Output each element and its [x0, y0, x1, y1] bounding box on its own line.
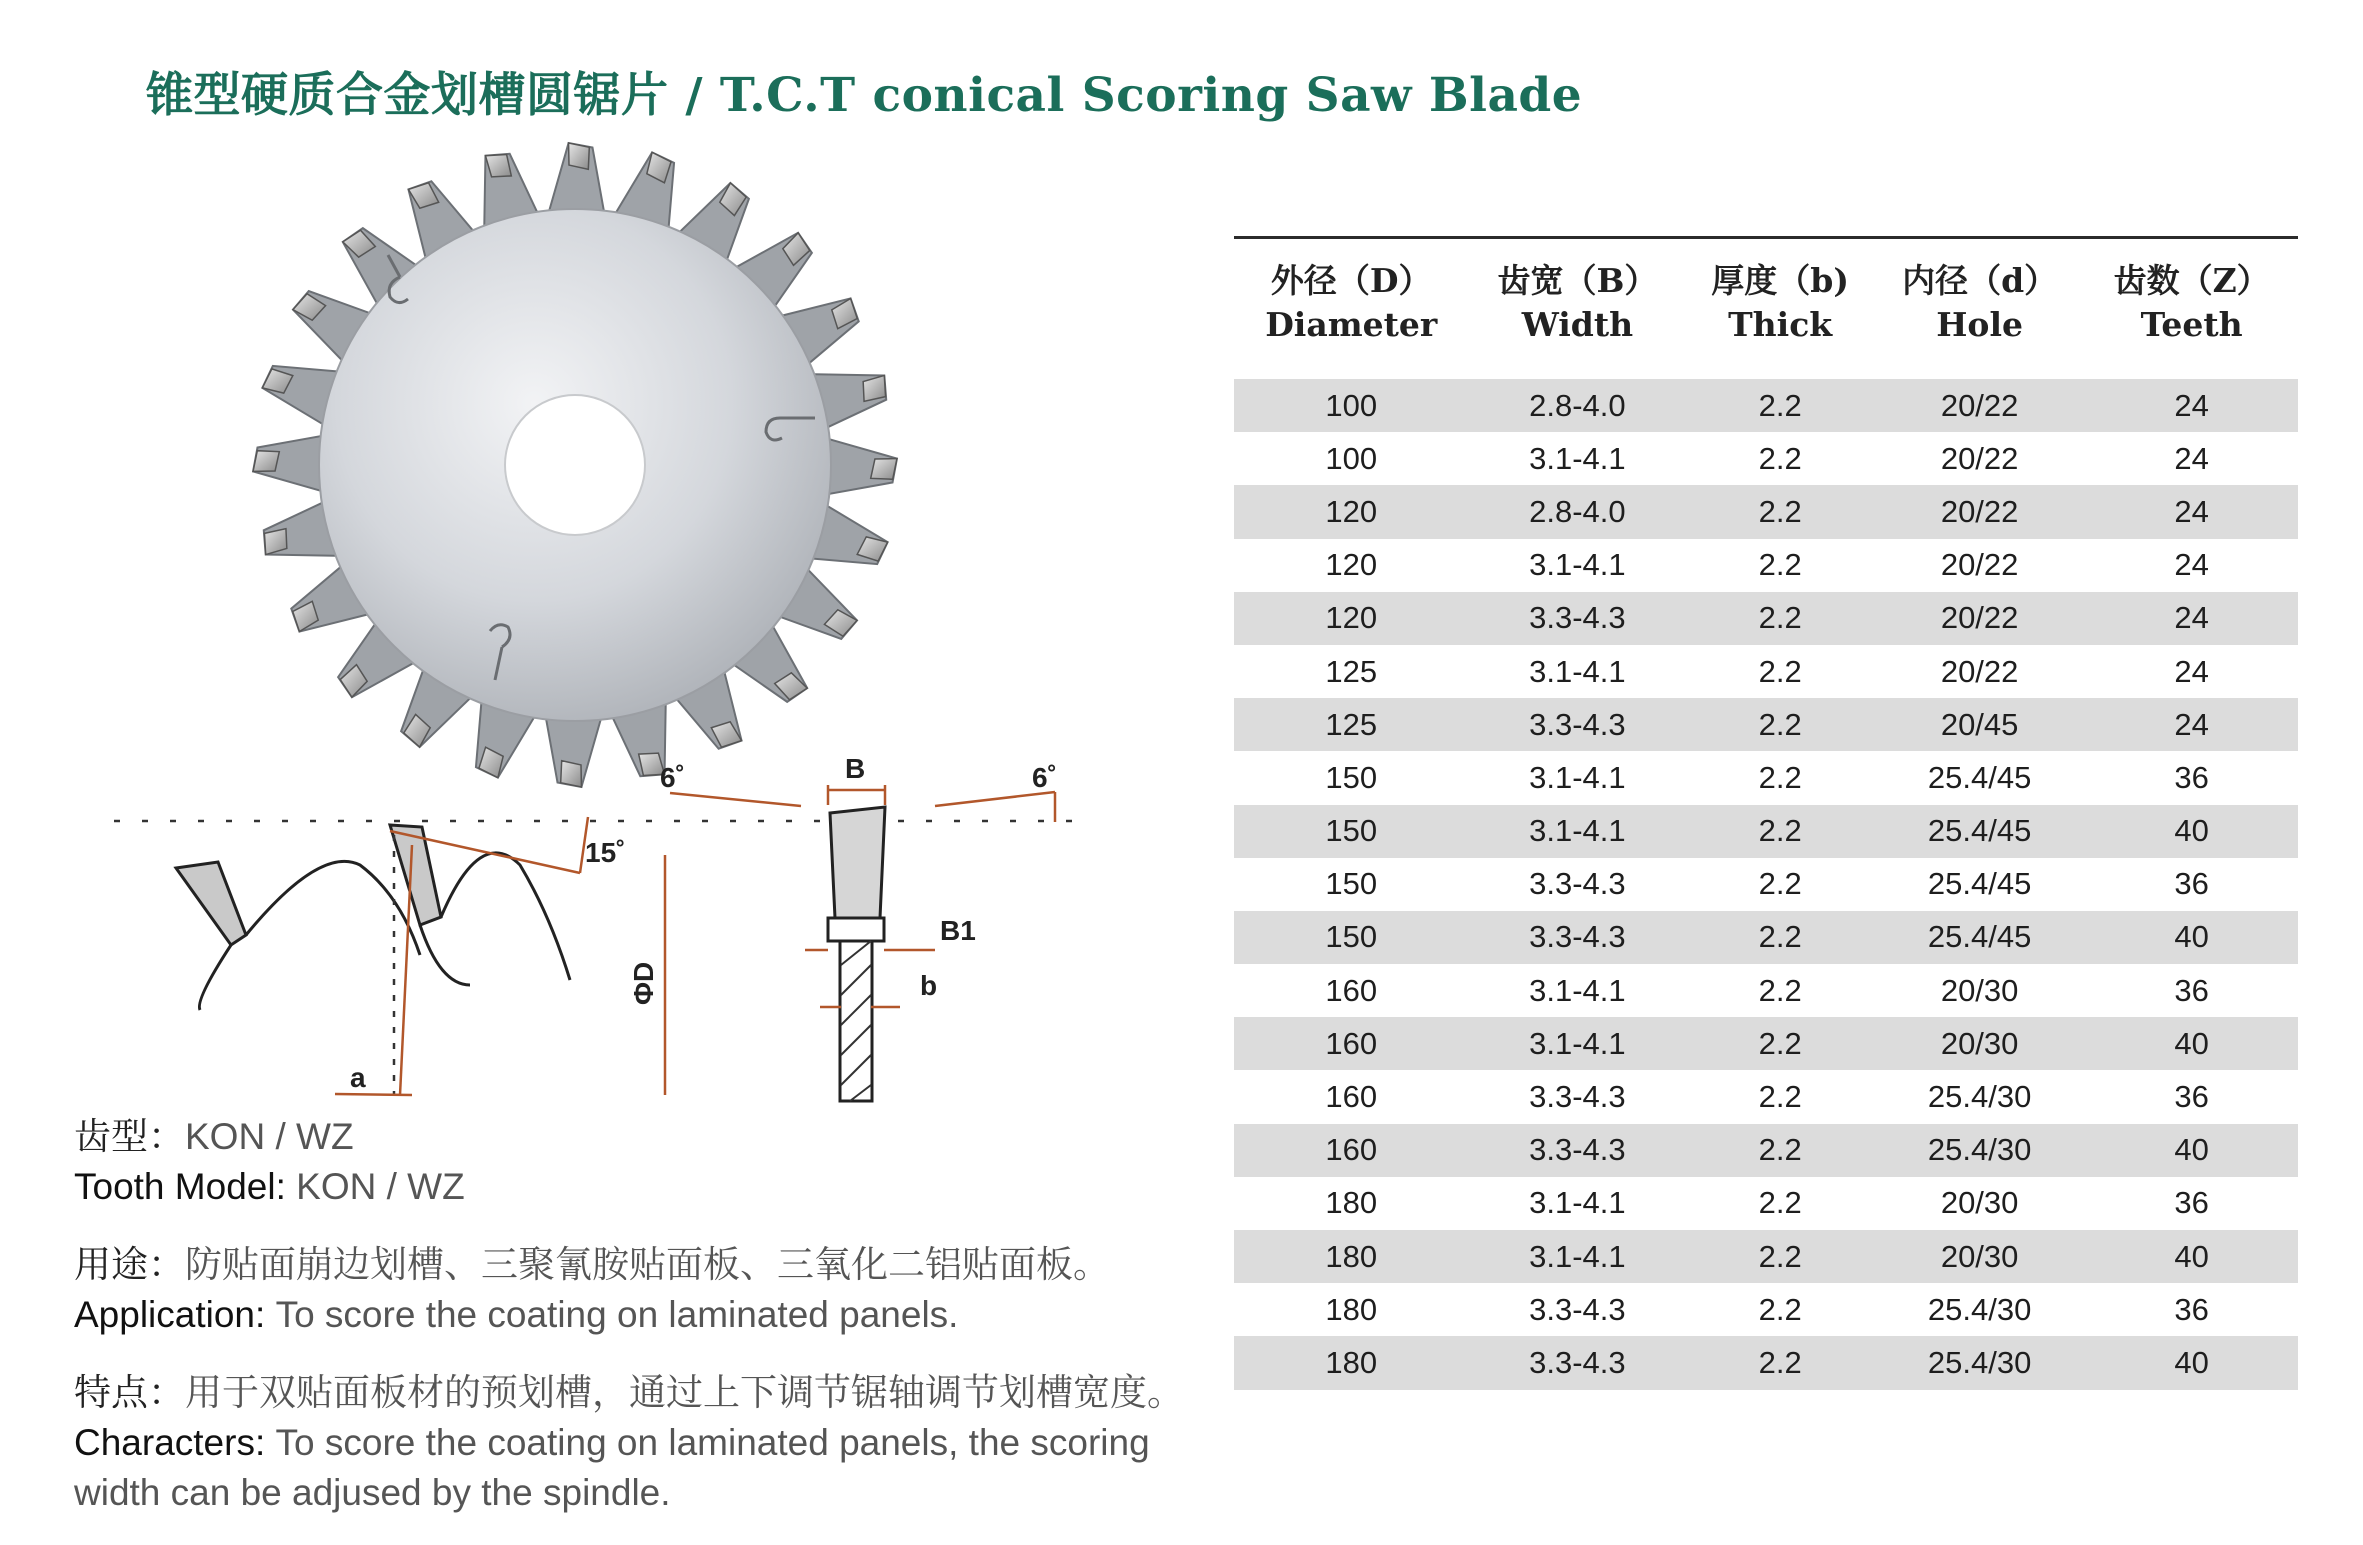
- table-cell: 36: [2174, 1185, 2209, 1221]
- table-cell: 25.4/30: [1927, 1079, 2032, 1115]
- characters-cn: 特点：用于双贴面板材的预划槽，通过上下调节锯轴调节划槽宽度。: [74, 1372, 1184, 1413]
- tooth-profile-diagram: [100, 745, 1100, 1115]
- table-cell: 180: [1234, 1336, 1468, 1389]
- table-cell: 3.3-4.3: [1529, 866, 1626, 902]
- table-cell: 20/30: [1874, 1230, 2085, 1283]
- label-a: a: [350, 1062, 366, 1093]
- spec-table: [1234, 236, 2298, 1390]
- label-diameter: ΦD: [628, 961, 659, 1005]
- label-angle-15: 15˚: [585, 837, 626, 868]
- column-header: 齿数（Z） Teeth: [2113, 261, 2270, 344]
- table-cell: 36: [2174, 1079, 2209, 1115]
- table-cell: 120: [1234, 592, 1468, 645]
- table-cell: 20/30: [1874, 1017, 2085, 1070]
- table-cell: 20/30: [1940, 1185, 2019, 1221]
- table-cell: 20/22: [1874, 485, 2085, 538]
- table-cell: 20/22: [1874, 373, 2085, 432]
- table-row: [1234, 911, 2298, 964]
- table-row: [1234, 1336, 2298, 1389]
- table-cell: 3.3-4.3: [1468, 698, 1686, 751]
- table-cell: 2.2: [1758, 972, 1802, 1008]
- table-cell: 125: [1234, 698, 1468, 751]
- table-cell: 2.2: [1686, 698, 1874, 751]
- page-title: 锥型硬质合金划槽圆锯片 / T.C.T conical Scoring Saw Blade: [146, 68, 1583, 123]
- table-cell: 25.4/30: [1874, 1336, 2085, 1389]
- table-cell: 40: [2085, 1336, 2298, 1389]
- table-row: [1234, 1070, 2298, 1123]
- table-cell: 180: [1234, 1230, 1468, 1283]
- table-cell: 2.2: [1686, 485, 1874, 538]
- table-row: [1234, 805, 2298, 858]
- table-cell: 2.2: [1758, 653, 1802, 689]
- table-row: [1234, 698, 2298, 751]
- table-row: [1234, 539, 2298, 592]
- table-cell: 36: [2174, 866, 2209, 902]
- table-cell: 2.8-4.0: [1468, 485, 1686, 538]
- table-cell: 20/30: [1940, 972, 2019, 1008]
- table-cell: 2.2: [1686, 1124, 1874, 1177]
- table-cell: 2.2: [1686, 373, 1874, 432]
- table-cell: 2.2: [1686, 911, 1874, 964]
- table-cell: 160: [1234, 1017, 1468, 1070]
- table-cell: 36: [2174, 759, 2209, 795]
- table-cell: 24: [2085, 698, 2298, 751]
- table-cell: 3.1-4.1: [1529, 440, 1626, 476]
- label-angle-6-left: 6˚: [660, 762, 685, 793]
- column-header: 厚度（b) Thick: [1711, 261, 1849, 344]
- table-cell: 160: [1325, 972, 1378, 1008]
- table-cell: 20/22: [1940, 440, 2019, 476]
- table-cell: 25.4/30: [1927, 1291, 2032, 1327]
- table-cell: 120: [1234, 485, 1468, 538]
- table-row: [1234, 858, 2298, 911]
- table-cell: 2.2: [1686, 592, 1874, 645]
- table-cell: 40: [2085, 1124, 2298, 1177]
- table-cell: 2.2: [1758, 866, 1802, 902]
- table-cell: 25.4/45: [1874, 911, 2085, 964]
- column-header: 内径（d） Hole: [1902, 261, 2058, 344]
- table-cell: 3.3-4.3: [1468, 1336, 1686, 1389]
- table-cell: 2.2: [1758, 759, 1802, 795]
- table-cell: 120: [1325, 547, 1378, 583]
- table-cell: 100: [1325, 440, 1378, 476]
- application-en: Application: To score the coating on laminated panels.: [74, 1294, 959, 1335]
- table-cell: 3.1-4.1: [1468, 1230, 1686, 1283]
- table-cell: 150: [1234, 805, 1468, 858]
- table-cell: 20/22: [1940, 547, 2019, 583]
- table-cell: 24: [2085, 592, 2298, 645]
- table-cell: 150: [1325, 759, 1378, 795]
- table-cell: 2.2: [1758, 1185, 1802, 1221]
- table-cell: 100: [1234, 373, 1468, 432]
- table-cell: 160: [1234, 1124, 1468, 1177]
- table-cell: 40: [2085, 911, 2298, 964]
- tooth-model-en: Tooth Model: KON / WZ: [74, 1166, 465, 1207]
- column-header: 外径（D） Diameter: [1265, 261, 1438, 344]
- table-cell: 3.3-4.3: [1468, 911, 1686, 964]
- table-cell: 20/22: [1940, 653, 2019, 689]
- product-notes: [74, 1112, 1224, 1518]
- table-header-row: [1234, 238, 2298, 374]
- application-cn: 用途：防贴面崩边划槽、三聚氰胺贴面板、三氧化二铝贴面板。: [74, 1244, 1110, 1285]
- carbide-tip: [871, 459, 897, 480]
- table-cell: 36: [2174, 1291, 2209, 1327]
- table-cell: 2.2: [1686, 1017, 1874, 1070]
- table-cell: 24: [2174, 653, 2209, 689]
- label-b-width: B: [845, 753, 866, 784]
- table-cell: 24: [2085, 373, 2298, 432]
- table-row: [1234, 1177, 2298, 1230]
- table-row: [1234, 1230, 2298, 1283]
- carbide-tip: [569, 143, 590, 169]
- table-cell: 3.1-4.1: [1529, 547, 1626, 583]
- table-cell: 2.2: [1758, 1079, 1802, 1115]
- table-cell: 2.2: [1686, 1336, 1874, 1389]
- table-cell: 20/45: [1874, 698, 2085, 751]
- table-cell: 3.3-4.3: [1529, 1291, 1626, 1327]
- label-b-thick: b: [920, 970, 938, 1001]
- table-cell: 25.4/45: [1927, 759, 2032, 795]
- table-row: [1234, 1283, 2298, 1336]
- table-cell: 150: [1325, 866, 1378, 902]
- table-cell: 150: [1234, 911, 1468, 964]
- table-row: [1234, 592, 2298, 645]
- table-row: [1234, 751, 2298, 804]
- table-cell: 25.4/30: [1874, 1124, 2085, 1177]
- table-cell: 125: [1325, 653, 1378, 689]
- tooth-model-cn: 齿型：KON / WZ: [74, 1116, 354, 1157]
- column-header: 齿宽（B） Width: [1497, 261, 1658, 344]
- table-row: [1234, 485, 2298, 538]
- table-cell: 3.1-4.1: [1529, 653, 1626, 689]
- table-cell: 2.2: [1758, 440, 1802, 476]
- table-cell: 25.4/45: [1874, 805, 2085, 858]
- table-cell: 2.2: [1686, 805, 1874, 858]
- label-b1: B1: [940, 915, 976, 946]
- table-cell: 25.4/45: [1927, 866, 2032, 902]
- table-cell: 3.1-4.1: [1529, 759, 1626, 795]
- table-cell: 3.1-4.1: [1468, 805, 1686, 858]
- table-cell: 3.1-4.1: [1529, 972, 1626, 1008]
- table-cell: 2.8-4.0: [1468, 373, 1686, 432]
- table-cell: 180: [1325, 1185, 1378, 1221]
- table-cell: 3.3-4.3: [1468, 1124, 1686, 1177]
- table-cell: 20/22: [1874, 592, 2085, 645]
- table-cell: 40: [2085, 805, 2298, 858]
- table-cell: 24: [2085, 485, 2298, 538]
- table-cell: 2.2: [1758, 1291, 1802, 1327]
- table-cell: 36: [2174, 972, 2209, 1008]
- table-cell: 40: [2085, 1230, 2298, 1283]
- table-row: [1234, 432, 2298, 485]
- table-row: [1234, 373, 2298, 432]
- table-row: [1234, 645, 2298, 698]
- table-cell: 180: [1325, 1291, 1378, 1327]
- table-cell: 2.2: [1686, 1230, 1874, 1283]
- table-row: [1234, 1017, 2298, 1070]
- label-angle-6-right: 6˚: [1032, 762, 1057, 793]
- table-row: [1234, 1124, 2298, 1177]
- table-cell: 24: [2174, 440, 2209, 476]
- characters-en: Characters: To score the coating on laminated panels, the scoring width can be adjused by the spindle.: [74, 1422, 1150, 1513]
- table-row: [1234, 964, 2298, 1017]
- table-cell: 2.2: [1758, 547, 1802, 583]
- table-cell: 40: [2085, 1017, 2298, 1070]
- table-cell: 24: [2174, 547, 2209, 583]
- carbide-tip: [253, 451, 279, 472]
- saw-blade-image: [240, 135, 910, 795]
- table-cell: 3.1-4.1: [1468, 1017, 1686, 1070]
- table-cell: 160: [1325, 1079, 1378, 1115]
- table-cell: 3.3-4.3: [1468, 592, 1686, 645]
- table-cell: 3.3-4.3: [1529, 1079, 1626, 1115]
- table-cell: 3.1-4.1: [1529, 1185, 1626, 1221]
